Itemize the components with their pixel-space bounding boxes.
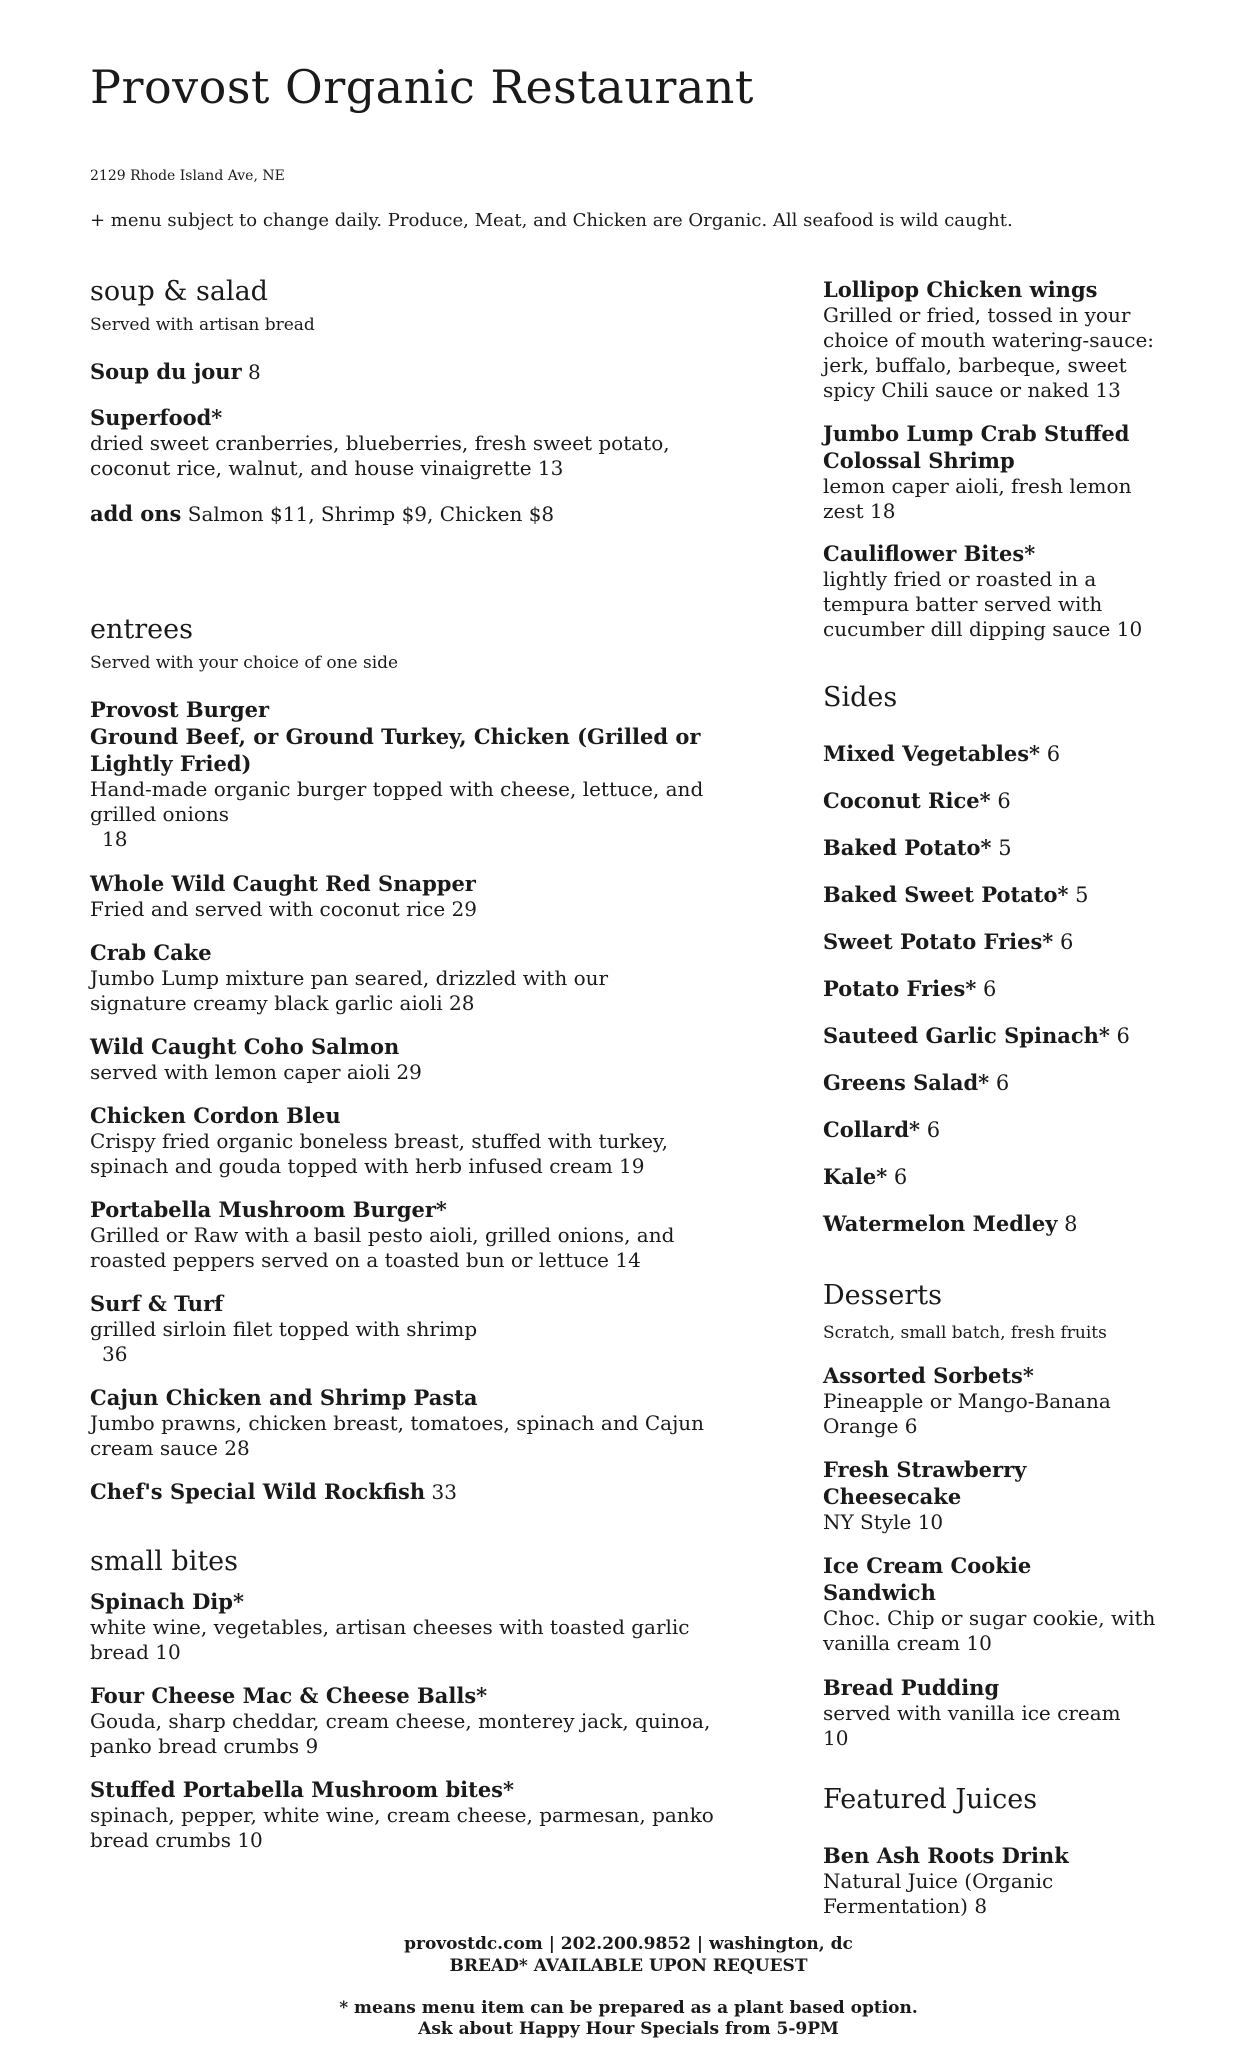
section-title-entrees: entrees [90,614,193,645]
item-description: roasted peppers served on a toasted bun or lettuce 14 [90,1248,641,1272]
side-item [823,740,1183,768]
item-name: Cauliflower Bites* [823,541,1036,566]
item-description: Salmon $11, Shrimp $9, Chicken $8 [187,502,555,526]
side-item [823,1116,1183,1144]
item-description: spinach, pepper, white wine, cream cheese, parmesan, panko [90,1803,714,1827]
item-description: Gouda, sharp cheddar, cream cheese, monterey jack, quinoa, [90,1709,711,1733]
item-name: Watermelon Medley [823,1211,1058,1236]
footer-bread-note: BREAD* AVAILABLE UPON REQUEST [449,1956,808,1976]
side-item [823,834,1183,862]
item-name: Cheesecake [823,1484,962,1509]
menu-item [90,404,770,481]
item-description: Grilled or fried, tossed in your [823,303,1131,327]
item-description: lightly fried or roasted in a [823,567,1097,591]
item-name: Ground Beef, or Ground Turkey, Chicken (Grilled or [90,724,701,749]
item-description: coconut rice, walnut, and house vinaigrette 13 [90,456,564,480]
item-name: Superfood* [90,405,223,430]
menu-item [90,500,770,527]
item-description: jerk, buffalo, barbeque, sweet [823,353,1127,377]
item-name: Stuffed Portabella Mushroom bites* [90,1777,514,1802]
item-name: Sauteed Garlic Spinach* [823,1023,1110,1048]
item-name: Lightly Fried) [90,751,252,776]
menu-item [90,1290,770,1367]
item-description: signature creamy black garlic aioli 28 [90,991,475,1015]
restaurant-title: Provost Organic Restaurant [90,60,754,114]
item-name: Collard* [823,1117,921,1142]
menu-item [823,1552,1183,1656]
item-description: vanilla cream 10 [823,1631,992,1655]
item-description: tempura batter served with [823,592,1103,616]
item-price: 8 [248,360,261,384]
section-title-desserts: Desserts [823,1280,942,1311]
side-item [823,787,1183,815]
menu-item [90,1102,770,1179]
item-description: Choc. Chip or sugar cookie, with [823,1606,1156,1630]
item-description: Grilled or Raw with a basil pesto aioli, grilled onions, and [90,1223,675,1247]
item-name: Kale* [823,1164,888,1189]
section-title-juices: Featured Juices [823,1784,1038,1815]
item-name: Ben Ash Roots Drink [823,1843,1069,1868]
item-price: 6 [893,1165,908,1189]
item-description: Fried and served with coconut rice 29 [90,897,477,921]
item-name: Mixed Vegetables* [823,741,1041,766]
section-title-soup-salad: soup & salad [90,276,268,307]
item-name: Provost Burger [90,697,270,722]
item-name: Cajun Chicken and Shrimp Pasta [90,1385,478,1410]
section-title-small-bites: small bites [90,1546,239,1577]
footer-contact: provostdc.com | 202.200.9852 | washington, dc [404,1934,853,1954]
menu-item [90,939,770,1016]
item-name: Chicken Cordon Bleu [90,1103,341,1128]
item-description: spicy Chili sauce or naked 13 [823,378,1121,402]
item-name: Four Cheese Mac & Cheese Balls* [90,1683,488,1708]
item-description: Hand-made organic burger topped with cheese, lettuce, and [90,777,704,801]
side-item [823,975,1183,1003]
item-description: Orange 6 [823,1414,918,1438]
item-name: Coconut Rice* [823,788,991,813]
item-description: dried sweet cranberries, blueberries, fresh sweet potato, [90,431,670,455]
item-price: 6 [1116,1024,1130,1048]
section-subtitle-desserts: Scratch, small batch, fresh fruits [823,1323,1107,1343]
item-price: 33 [431,1480,457,1504]
menu-item [90,870,770,922]
footer-plant-based-note: * means menu item can be prepared as a plant based option. [339,1998,918,2018]
item-price: 6 [995,1071,1010,1095]
item-price: 36 [102,1342,128,1366]
section-subtitle-entrees: Served with your choice of one side [90,653,399,673]
menu-item [823,420,1183,524]
item-description: 10 [823,1726,849,1750]
item-description: Crispy fried organic boneless breast, stuffed with turkey, [90,1129,668,1153]
item-description: white wine, vegetables, artisan cheeses with toasted garlic [90,1615,690,1639]
side-item [823,928,1183,956]
item-description: grilled onions [90,802,230,826]
item-name: Baked Sweet Potato* [823,882,1069,907]
item-name: Whole Wild Caught Red Snapper [90,871,476,896]
side-item [823,1022,1183,1050]
item-name: Spinach Dip* [90,1589,244,1614]
item-name: Colossal Shrimp [823,448,1015,473]
menu-notice: + menu subject to change daily. Produce, Meat, and Chicken are Organic. All seafood is wild caught. [90,210,1013,231]
menu-item [90,1196,770,1273]
side-item [823,1163,1183,1191]
section-title-sides: Sides [823,682,898,713]
item-description: bread crumbs 10 [90,1828,263,1852]
item-name: Baked Potato* [823,835,992,860]
section-subtitle-soup-salad: Served with artisan bread [90,315,315,335]
item-price: 6 [997,789,1011,813]
item-price: 5 [1075,883,1089,907]
item-description: Fermentation) 8 [823,1894,988,1918]
menu-item [90,1588,770,1665]
item-name: Ice Cream Cookie [823,1553,1032,1578]
item-description: grilled sirloin filet topped with shrimp [90,1317,478,1341]
item-name: Potato Fries* [823,976,977,1001]
menu-item [823,1842,1183,1919]
item-name: Lollipop Chicken wings [823,277,1098,302]
item-name: add ons [90,501,182,526]
item-description: served with lemon caper aioli 29 [90,1060,422,1084]
item-description: spinach and gouda topped with herb infused cream 19 [90,1154,645,1178]
item-description: Pineapple or Mango-Banana [823,1389,1111,1413]
restaurant-address: 2129 Rhode Island Ave, NE [90,168,285,184]
item-price: 8 [1064,1212,1078,1236]
side-item [823,1069,1183,1097]
menu-item [90,1033,770,1085]
side-item [823,1210,1183,1238]
menu-item [90,1478,770,1505]
item-description: zest 18 [823,499,896,523]
item-description: bread 10 [90,1640,181,1664]
item-name: Sandwich [823,1580,936,1605]
item-description: choice of mouth watering-sauce: [823,328,1155,352]
item-description: Jumbo Lump mixture pan seared, drizzled with our [90,966,609,990]
menu-item [90,1682,770,1759]
item-name: Portabella Mushroom Burger* [90,1197,447,1222]
menu-item [823,1362,1183,1439]
item-price: 6 [1059,930,1074,954]
item-description: NY Style 10 [823,1510,944,1534]
item-name: Crab Cake [90,940,212,965]
item-name: Wild Caught Coho Salmon [90,1034,400,1059]
item-description: cucumber dill dipping sauce 10 [823,617,1143,641]
item-name: Surf & Turf [90,1291,224,1316]
item-name: Chef's Special Wild Rockfish [90,1479,426,1504]
footer-happy-hour: Ask about Happy Hour Specials from 5-9PM [418,2019,839,2039]
item-price: 6 [926,1118,941,1142]
menu-item [823,540,1183,642]
item-price: 18 [102,827,128,851]
item-description: served with vanilla ice cream [823,1701,1121,1725]
menu-item [90,1776,770,1853]
menu-item [90,358,770,385]
menu-item [823,276,1183,403]
item-price: 5 [998,836,1012,860]
menu-item [90,696,770,852]
item-description: panko bread crumbs 9 [90,1734,319,1758]
menu-item [90,1384,770,1461]
item-description: Jumbo prawns, chicken breast, tomatoes, spinach and Cajun [90,1411,705,1435]
item-price: 6 [1046,742,1061,766]
item-name: Greens Salad* [823,1070,990,1095]
menu-item [823,1456,1183,1535]
item-name: Sweet Potato Fries* [823,929,1054,954]
item-price: 6 [983,977,997,1001]
item-name: Jumbo Lump Crab Stuffed [823,421,1130,446]
item-description: Natural Juice (Organic [823,1869,1054,1893]
item-name: Bread Pudding [823,1675,1000,1700]
menu-item [823,1674,1183,1751]
item-name: Fresh Strawberry [823,1457,1027,1482]
item-description: lemon caper aioli, fresh lemon [823,474,1132,498]
item-name: Assorted Sorbets* [823,1363,1034,1388]
item-name: Soup du jour [90,359,242,384]
item-description: cream sauce 28 [90,1436,250,1460]
side-item [823,881,1183,909]
